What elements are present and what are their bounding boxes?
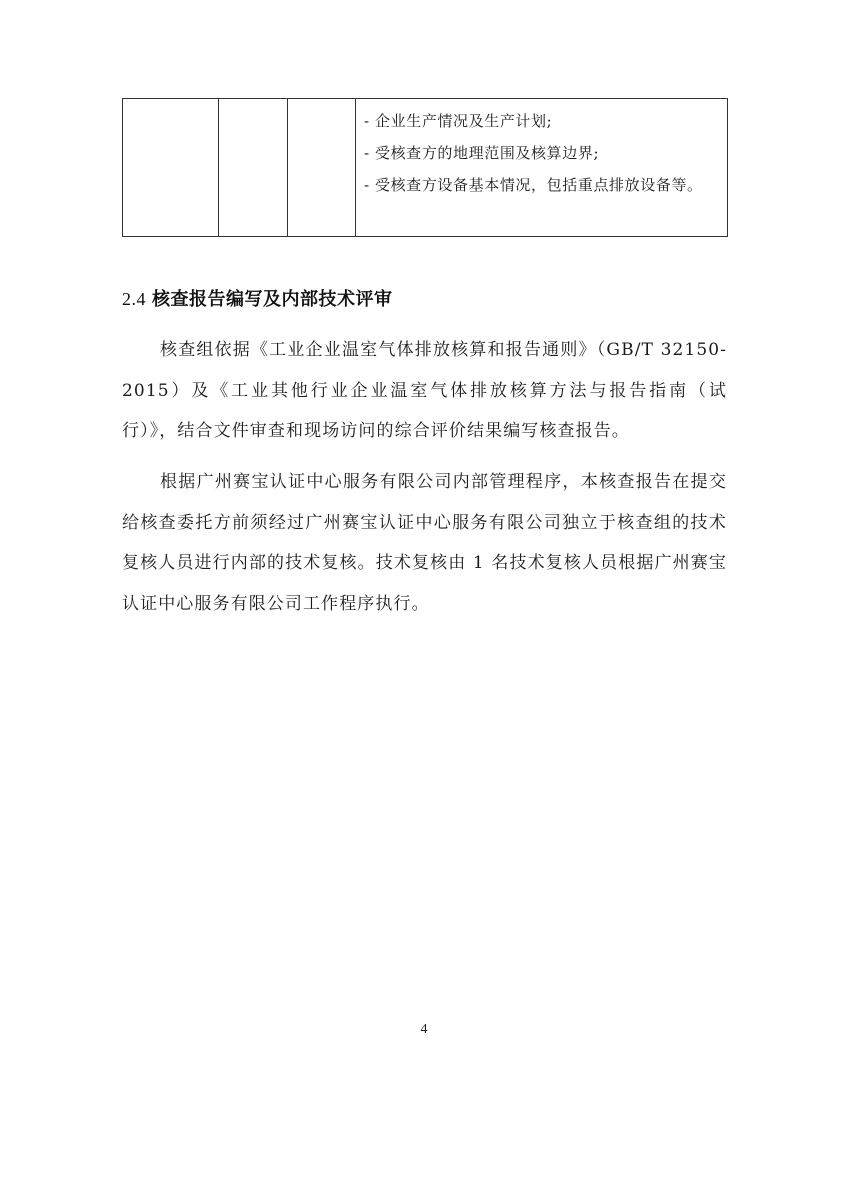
document-list — [356, 99, 727, 201]
continued-table — [122, 98, 728, 237]
page-number: 4 — [420, 1022, 428, 1037]
section-heading — [122, 284, 393, 315]
table-cell-empty-2 — [219, 99, 288, 237]
table-row — [123, 99, 728, 237]
paragraph-review: 根据广州赛宝认证中心服务有限公司内部管理程序，本核查报告在提交给核查委托方前须经过广州赛宝认证中心服务有限公司独立于核查组的技术复核人员进行内部的技术复核。技术复核由 1 名技术复核人员根据广州赛宝认证中心服务有限公司工作程序执行。 — [122, 472, 727, 614]
list-item: - 受核查方设备基本情况，包括重点排放设备等。 — [364, 176, 703, 194]
table-cell-empty-1 — [123, 99, 219, 237]
list-item: - 受核查方的地理范围及核算边界; — [364, 144, 600, 162]
table-cell-empty-3 — [288, 99, 356, 237]
section-number: 2.4 — [122, 289, 146, 309]
section-title: 核查报告编写及内部技术评审 — [152, 289, 393, 310]
table-cell-content — [356, 99, 728, 237]
list-item: - 企业生产情况及生产计划; — [364, 112, 553, 130]
paragraph-basis: 核查组依据《工业企业温室气体排放核算和报告通则》（GB/T 32150-2015）及《工业其他行业企业温室气体排放核算方法与报告指南（试行）》，结合文件审查和现场访问的综合评价结果编写核查报告。 — [122, 340, 727, 441]
